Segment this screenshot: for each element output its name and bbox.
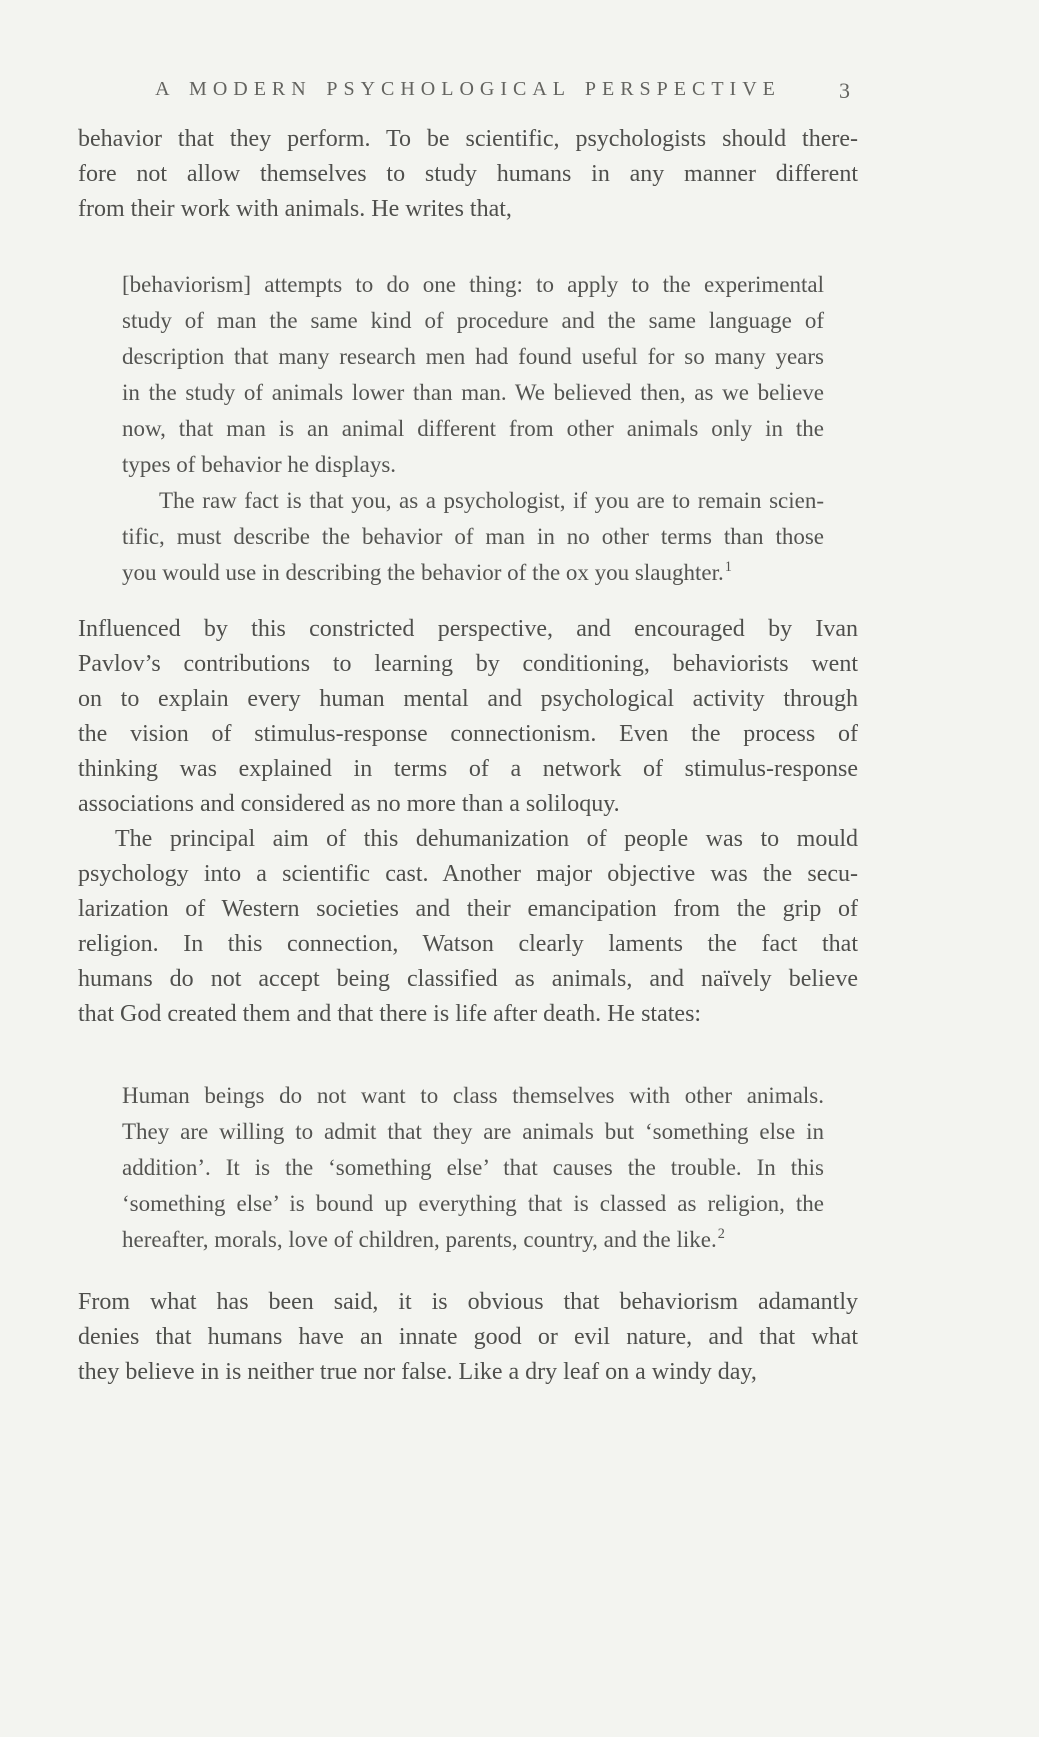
text-line: they believe in is neither true nor false. Like a dry leaf on a windy day, (78, 1359, 757, 1385)
text-line: on to explain every human mental and psychological activity through (78, 686, 858, 712)
text-line: types of behavior he displays. (122, 452, 397, 477)
quote-paragraph (122, 1078, 824, 1258)
text-line: humans do not accept being classified as animals, and naïvely believe (78, 966, 858, 992)
text-line: behavior that they perform. To be scientific, psychologists should there- (78, 126, 858, 152)
text-line: tific, must describe the behavior of man in no other terms than those (122, 524, 824, 549)
text-line: that God created them and that there is life after death. He states: (78, 1001, 702, 1027)
block-quote-watson-1 (122, 267, 824, 591)
text-line: from their work with animals. He writes that, (78, 196, 512, 222)
text-line: study of man the same kind of procedure and the same language of (122, 308, 824, 333)
text-line: hereafter, morals, love of children, parents, country, and the like.$^2$ (122, 1226, 725, 1252)
quote-paragraph (122, 267, 824, 483)
text-line: description that many research men had found useful for so many years (122, 344, 824, 369)
running-head (78, 78, 858, 101)
text-line: The raw fact is that you, as a psychologist, if you are to remain scien- (159, 488, 824, 513)
text-line: religion. In this connection, Watson clearly laments the fact that (78, 931, 858, 957)
text-line: [behaviorism] attempts to do one thing: to apply to the experimental (122, 272, 824, 297)
page-content (78, 0, 858, 1737)
text-line: thinking was explained in terms of a network of stimulus-response (78, 756, 858, 782)
text-line: The principal aim of this dehumanization of people was to mould (115, 826, 858, 852)
text-line: psychology into a scientific cast. Another major objective was the secu- (78, 861, 858, 887)
footnote-marker: 1 (724, 559, 732, 576)
text-line: fore not allow themselves to study humans in any manner different (78, 161, 858, 187)
text-line: Pavlov’s contributions to learning by conditioning, behaviorists went (78, 651, 858, 677)
text-line: Human beings do not want to class themselves with other animals. (122, 1083, 824, 1108)
text-line: ‘something else’ is bound up everything that is classed as religion, the (122, 1191, 824, 1216)
text-line: Influenced by this constricted perspective, and encouraged by Ivan (78, 616, 858, 642)
page-number: 3 (839, 78, 850, 103)
running-head-title: A MODERN PSYCHOLOGICAL PERSPECTIVE (155, 78, 781, 100)
text-line: you would use in describing the behavior of the ox you slaughter.$^1$ (122, 559, 732, 585)
paragraph-closing (78, 1285, 858, 1390)
text-line: denies that humans have an innate good or evil nature, and that what (78, 1324, 858, 1350)
text-line: They are willing to admit that they are animals but ‘something else in (122, 1119, 824, 1144)
paragraph-influenced (78, 612, 858, 822)
text-line: addition’. It is the ‘something else’ that causes the trouble. In this (122, 1155, 824, 1180)
text-line: now, that man is an animal different from other animals only in the (122, 416, 824, 441)
text-line: larization of Western societies and their emancipation from the grip of (78, 896, 858, 922)
paragraph-opening (78, 122, 858, 227)
text-line: From what has been said, it is obvious that behaviorism adamantly (78, 1289, 858, 1315)
page-gutter-shadow (0, 0, 52, 1737)
main-text-block (78, 612, 858, 1032)
block-quote-watson-2 (122, 1078, 824, 1258)
text-line: in the study of animals lower than man. We believed then, as we believe (122, 380, 824, 405)
text-line: associations and considered as no more than a soliloquy. (78, 791, 620, 817)
text-line: the vision of stimulus-response connectionism. Even the process of (78, 721, 858, 747)
paragraph-principal-aim (78, 822, 858, 1032)
footnote-marker: 2 (717, 1226, 725, 1243)
quote-paragraph (122, 483, 824, 591)
